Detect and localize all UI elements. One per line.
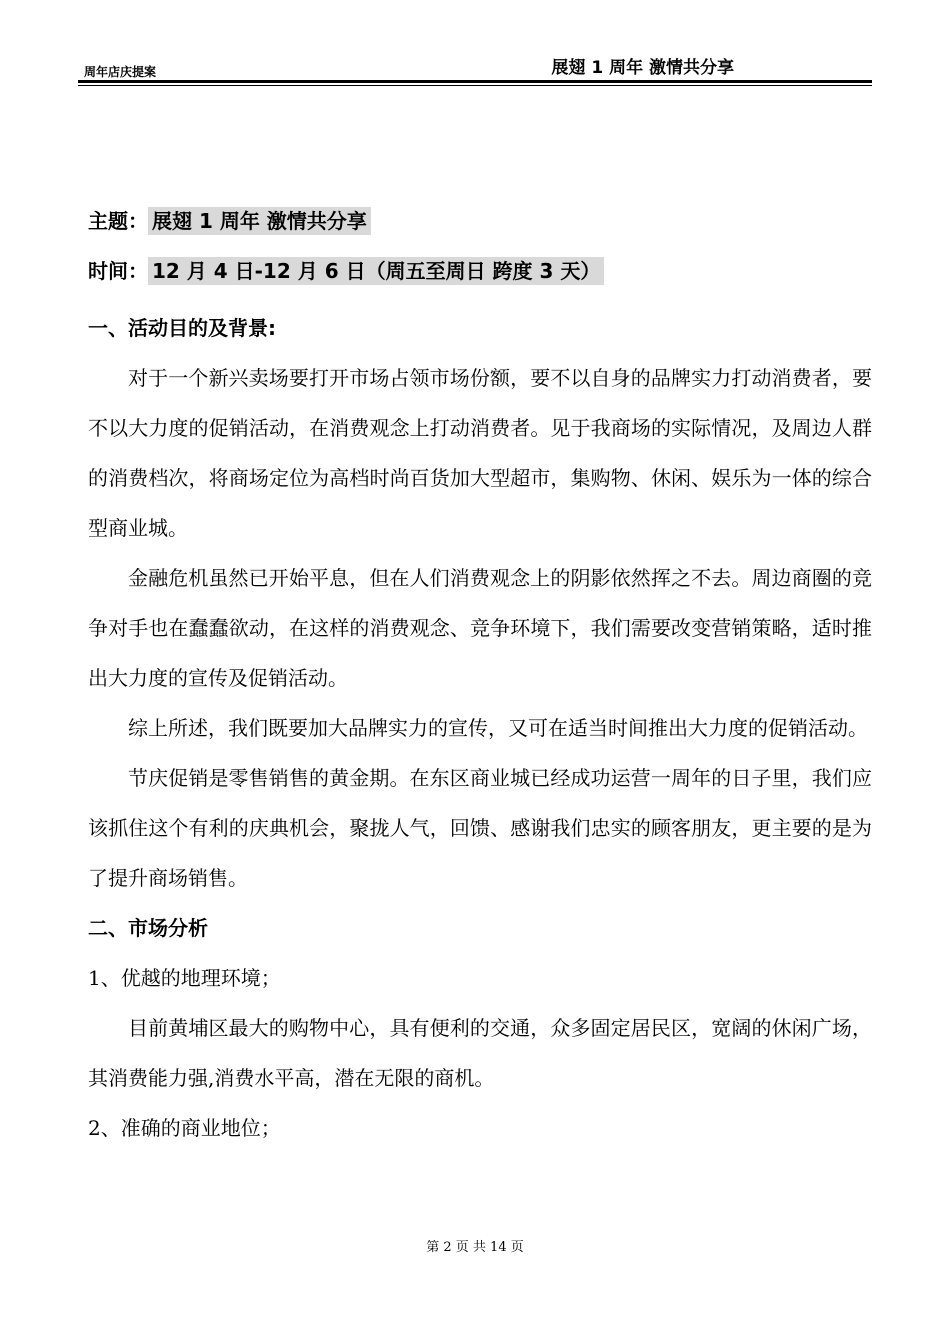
- time-line: [88, 253, 872, 303]
- section1-paragraph-4: 节庆促销是零售销售的黄金期。在东区商业城已经成功运营一周年的日子里，我们应该抓住这个有利的庆典机会，聚拢人气，回馈、感谢我们忠实的顾客朋友，更主要的是为了提升商场销售。: [88, 766, 872, 890]
- section2-item1-title: 1、优越的地理环境；: [88, 966, 281, 990]
- section1-title: 一、活动目的及背景:: [88, 316, 276, 340]
- header-rule-thin: [78, 85, 872, 86]
- theme-value: 展翅 1 周年 激情共分享: [148, 207, 371, 235]
- header-rule-thick: [78, 80, 872, 83]
- section1-paragraph-3: 综上所述，我们既要加大品牌实力的宣传，又可在适当时间推出大力度的促销活动。: [128, 716, 868, 740]
- header-right-text: 展翅 1 周年 激情共分享: [551, 58, 734, 78]
- theme-label: 主题：: [88, 209, 148, 233]
- header-left-text: 周年店庆提案: [84, 65, 157, 79]
- page-number: 第 2 页 共 14 页: [426, 1240, 524, 1255]
- theme-line: [88, 203, 872, 253]
- section2-item1-text: 目前黄埔区最大的购物中心，具有便利的交通，众多固定居民区，宽阔的休闲广场，其消费能力强,消费水平高，潜在无限的商机。: [88, 1016, 872, 1090]
- section1-paragraph-2: 金融危机虽然已开始平息，但在人们消费观念上的阴影依然挥之不去。周边商圈的竞争对手也在蠢蠢欲动，在这样的消费观念、竞争环境下，我们需要改变营销策略，适时推出大力度的宣传及促销活动。: [88, 566, 872, 690]
- section2-title: 二、市场分析: [88, 916, 208, 940]
- document-body: [88, 203, 872, 1153]
- time-value: 12 月 4 日-12 月 6 日（周五至周日 跨度 3 天）: [148, 257, 604, 285]
- section2-item2-title: 2、准确的商业地位；: [88, 1116, 281, 1140]
- section1-paragraph-1: 对于一个新兴卖场要打开市场占领市场份额，要不以自身的品牌实力打动消费者，要不以大力度的促销活动，在消费观念上打动消费者。见于我商场的实际情况，及周边人群的消费档次，将商场定位为高档时尚百货加大型超市，集购物、休闲、娱乐为一体的综合型商业城。: [88, 366, 872, 540]
- time-label: 时间：: [88, 259, 148, 283]
